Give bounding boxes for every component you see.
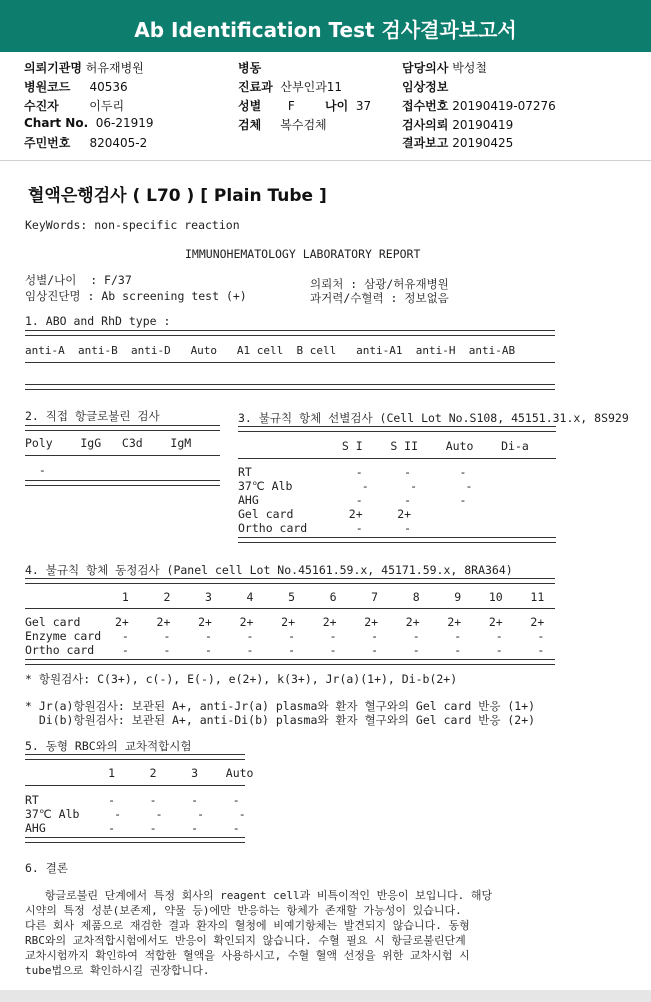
abo-rule-top: [25, 330, 555, 336]
conclusion-line-1: 항글로불린 단계에서 특정 회사의 reagent cell과 비특이적인 반응이 보입니다. 해당: [25, 889, 493, 902]
patient-referrer: 의뢰처 : 삼광/허유재병원: [310, 277, 449, 291]
screen-row-ortho: Ortho card - -: [238, 521, 412, 535]
info-ward: 병동: [238, 61, 262, 75]
test-section-title: 혈액은행검사 ( L70 ) [ Plain Tube ]: [28, 186, 327, 206]
panel-header: 1 2 3 4 5 6 7 8 9 10 11: [25, 590, 545, 604]
crossmatch-row-rt: RT - - - -: [25, 793, 240, 807]
abo-header: anti-A anti-B anti-D Auto A1 cell B cell anti-A1 anti-H anti-AB: [25, 344, 516, 357]
abo-rule-bottom: [25, 384, 555, 390]
di-antigen-test: Di(b)항원검사: 보관된 A+, anti-Di(b) plasma와 환자 혈구와의 Gel card 반응 (2+): [25, 713, 536, 727]
info-chart-no: Chart No. 06-21919: [24, 116, 154, 130]
panel-rule-top: [25, 578, 555, 584]
abo-title: 1. ABO and RhD type :: [25, 314, 171, 328]
info-report-date: 결과보고 20190425: [402, 136, 514, 150]
screen-row-37: 37℃ Alb - - -: [238, 479, 473, 493]
info-request-date: 검사의뢰 20190419: [402, 118, 514, 132]
conclusion-line-4: RBC와의 교차적합시험에서도 반응이 확인되지 않습니다. 수혈 필요 시 항글로불린단계: [25, 934, 466, 947]
conclusion-line-5: 교차시험까지 확인하여 적합한 혈액을 사용하시고, 수혈 혈액 선정을 위한 교차시험 시: [25, 949, 470, 962]
report-title: Ab Identification Test 검사결과보고서: [134, 18, 517, 42]
screen-rule-bottom: [238, 537, 556, 543]
conclusion-title: 6. 결론: [25, 861, 68, 875]
dat-value: -: [25, 463, 46, 477]
dat-header: Poly IgG C3d IgM: [25, 436, 192, 450]
info-institution: 의뢰기관명 허유재병원: [24, 61, 144, 75]
panel-rule-bottom: [25, 659, 555, 665]
keywords: KeyWords: non-specific reaction: [25, 218, 240, 232]
antigen-test: * 항원검사: C(3+), c(-), E(-), e(2+), k(3+), Jr(a)(1+), Di-b(2+): [25, 672, 458, 686]
info-receipt-no: 접수번호 20190419-07276: [402, 99, 556, 113]
panel-row-gel: Gel card 2+ 2+ 2+ 2+ 2+ 2+ 2+ 2+ 2+ 2+ 2+: [25, 615, 545, 629]
info-resident-no: 주민번호 820405-2: [24, 136, 148, 150]
patient-sex-age: 성별/나이 : F/37: [25, 273, 132, 287]
screen-rule-mid: [238, 458, 556, 459]
info-hospital-code: 병원코드 40536: [24, 80, 128, 94]
dat-title: 2. 직접 항글로불린 검사: [25, 409, 160, 423]
report-header-bar: [0, 0, 651, 52]
report-heading: IMMUNOHEMATOLOGY LABORATORY REPORT: [185, 247, 421, 261]
dat-rule-bottom: [25, 480, 220, 486]
info-divider: [0, 160, 651, 161]
abo-rule-mid: [25, 362, 555, 363]
screen-row-ahg: AHG - - -: [238, 493, 467, 507]
dat-rule-mid: [25, 455, 220, 456]
info-sex: 성별 F: [238, 99, 295, 113]
screen-rule-top: [238, 426, 556, 432]
info-patient: 수진자 이두리: [24, 99, 125, 113]
info-doctor: 담당의사 박성철: [402, 61, 487, 75]
conclusion-line-6: tube법으로 확인하시길 권장합니다.: [25, 964, 210, 977]
conclusion-line-2: 시약의 특정 성분(보존제, 약물 등)에만 반응하는 항체가 존재할 가능성이 있습니다.: [25, 904, 462, 917]
conclusion-line-3: 다른 회사 제품으로 재검한 결과 환자의 혈청에 비예기항체는 발견되지 않습니다. 동형: [25, 919, 470, 932]
crossmatch-header: 1 2 3 Auto: [25, 766, 254, 780]
crossmatch-rule-mid: [25, 785, 245, 786]
dat-rule-top: [25, 425, 220, 431]
panel-title: 4. 불규칙 항체 동정검사 (Panel cell Lot No.45161.59.x, 45171.59.x, 8RA364): [25, 563, 513, 577]
screen-header: S I S II Auto Di-a: [238, 439, 529, 453]
info-specimen: 검체 복수검체: [238, 118, 327, 132]
crossmatch-title: 5. 동형 RBC와의 교차적합시험: [25, 739, 192, 753]
panel-row-ortho: Ortho card - - - - - - - - - - -: [25, 643, 545, 657]
info-age: 나이 37: [325, 99, 372, 113]
screen-row-rt: RT - - -: [238, 465, 467, 479]
patient-diagnosis: 임상진단명 : Ab screening test (+): [25, 289, 247, 303]
screen-row-gel: Gel card 2+ 2+: [238, 507, 412, 521]
info-department: 진료과 산부인과11: [238, 80, 343, 94]
panel-rule-mid: [25, 608, 555, 609]
page-bottom-strip: [0, 990, 651, 1002]
panel-row-enzyme: Enzyme card - - - - - - - - - - -: [25, 629, 545, 643]
crossmatch-row-37: 37℃ Alb - - - -: [25, 807, 246, 821]
crossmatch-rule-top: [25, 754, 245, 760]
jr-antigen-test: * Jr(a)항원검사: 보관된 A+, anti-Jr(a) plasma와 환자 혈구와의 Gel card 반응 (1+): [25, 699, 536, 713]
crossmatch-rule-bottom: [25, 837, 245, 843]
crossmatch-row-ahg: AHG - - - -: [25, 821, 240, 835]
patient-history: 과거력/수혈력 : 정보없음: [310, 291, 449, 305]
info-clinical: 임상정보: [402, 80, 449, 94]
screen-title: 3. 불규칙 항체 선별검사 (Cell Lot No.S108, 45151.31.x, 8S929: [238, 411, 629, 425]
